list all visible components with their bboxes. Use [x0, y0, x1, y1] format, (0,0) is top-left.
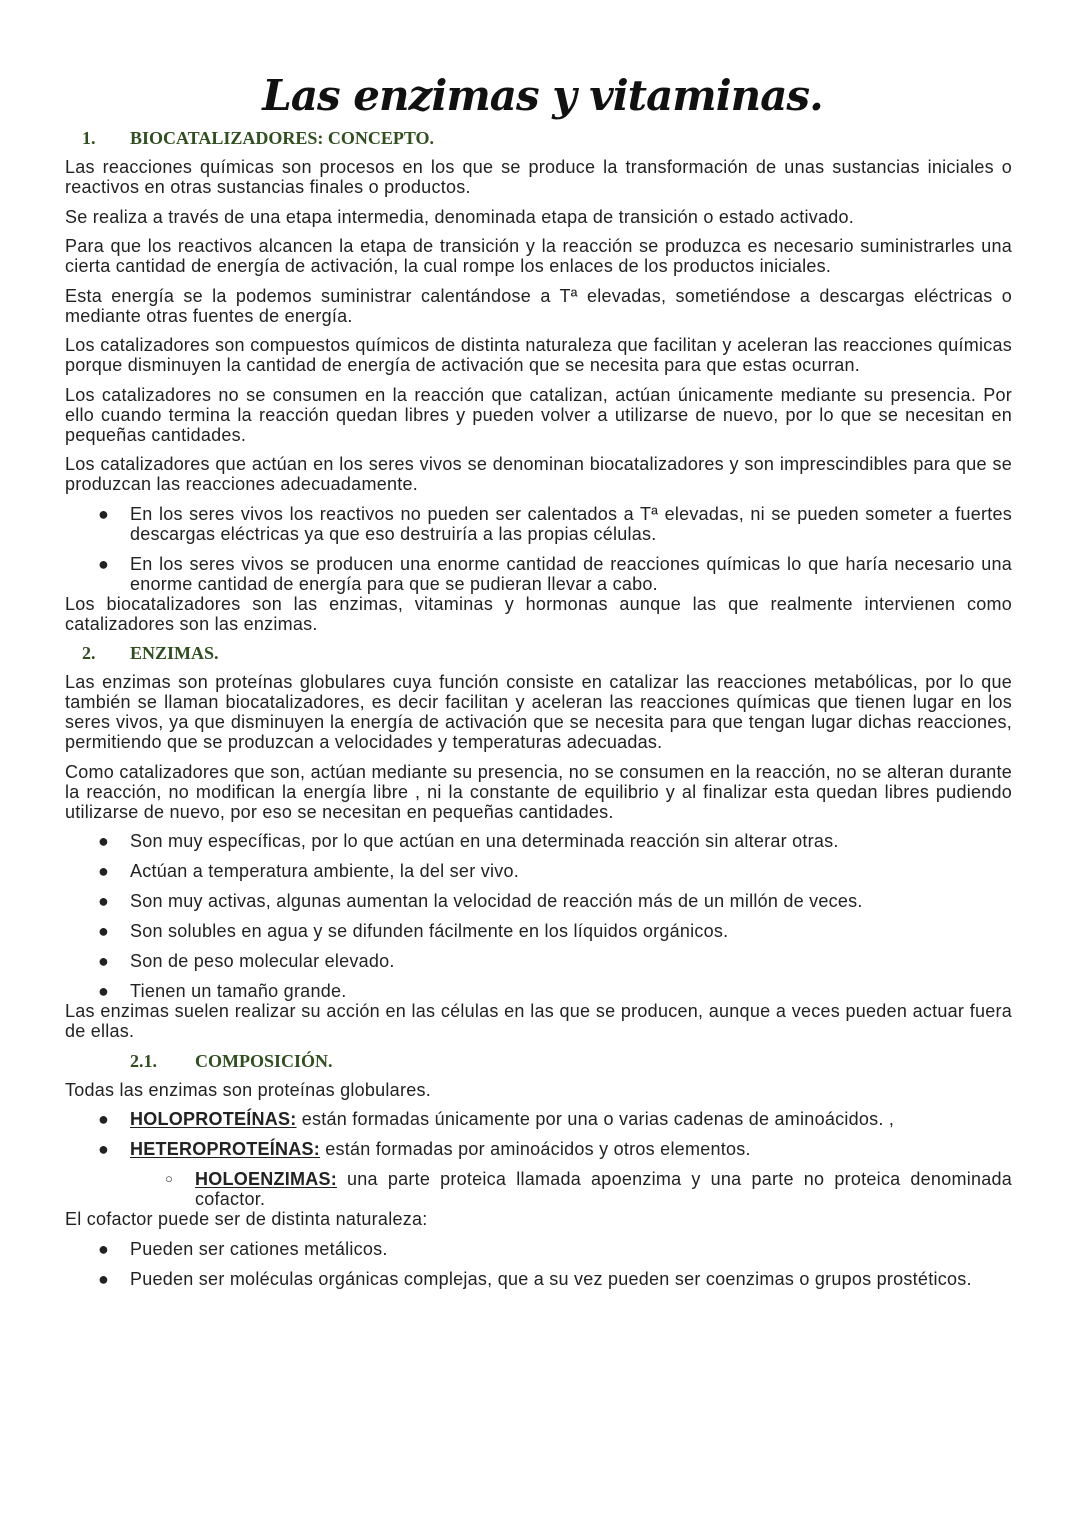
paragraph: Para que los reactivos alcancen la etapa de transición y la reacción se produzca es necesario suministrarles una cierta cantidad de energía de activación, la cual rompe los enlaces de los productos iniciales.	[65, 236, 1012, 276]
paragraph: Las enzimas suelen realizar su acción en las células en las que se producen, aunque a veces pueden actuar fuera de ellas.	[65, 1001, 1012, 1041]
paragraph: Los catalizadores son compuestos químicos de distinta naturaleza que facilitan y aceleran las reacciones químicas porque disminuyen la cantidad de energía de activación que se necesita para que estas ocurran.	[65, 335, 1012, 375]
paragraph: Como catalizadores que son, actúan mediante su presencia, no se consumen en la reacción, no se alteran durante la reacción, no modifican la energía libre , ni la constante de equilibrio y al finalizar esta quedan libres pudiendo utilizarse de nuevo, por eso se necesitan en pequeñas cantidades.	[65, 761, 1012, 822]
list-item: ● En los seres vivos los reactivos no pueden ser calentados a Tª elevadas, ni se pueden someter a fuertes descargas eléctricas ya que eso destruiría a las propias células.	[98, 503, 1012, 544]
paragraph: Los catalizadores que actúan en los seres vivos se denominan biocatalizadores y son imprescindibles para que se produzcan las reacciones adecuadamente.	[65, 454, 1012, 494]
list-item: ● Son de peso molecular elevado.	[98, 951, 395, 971]
bullet-list	[65, 1109, 1012, 1209]
bullet-icon: ●	[98, 1268, 110, 1289]
list-item: ● Tienen un tamaño grande.	[98, 981, 347, 1001]
bullet-list	[65, 504, 1012, 594]
paragraph: Esta energía se la podemos suministrar calentándose a Tª elevadas, sometiéndose a descargas eléctricas o mediante otras fuentes de energía.	[65, 285, 1012, 326]
paragraph: El cofactor puede ser de distinta naturaleza:	[65, 1209, 428, 1229]
list-item: ● Actúan a temperatura ambiente, la del ser vivo.	[98, 861, 519, 881]
bullet-icon: ●	[98, 503, 110, 524]
paragraph: Todas las enzimas son proteínas globulares.	[65, 1079, 431, 1100]
bullet-icon: ●	[98, 861, 110, 881]
document-title: Las enzimas y vitaminas.	[262, 71, 823, 120]
section-heading-2: 2. ENZIMAS.	[82, 643, 219, 663]
bullet-icon: ●	[98, 831, 110, 851]
document	[65, 68, 1012, 1299]
list-item: ● HOLOPROTEÍNAS: están formadas únicamente por una o varias cadenas de aminoácidos. ,	[98, 1109, 895, 1129]
list-item: ● Pueden ser moléculas orgánicas complejas, que a su vez pueden ser coenzimas o grupos prostéticos.	[98, 1268, 972, 1289]
section-heading-1: 1. BIOCATALIZADORES: CONCEPTO.	[82, 128, 435, 148]
paragraph: Los biocatalizadores son las enzimas, vitaminas y hormonas aunque las que realmente intervienen como catalizadores son las enzimas.	[65, 593, 1012, 634]
list-item: ● HETEROPROTEÍNAS: están formadas por aminoácidos y otros elementos.	[98, 1139, 751, 1159]
subsection-heading-2-1: 2.1. COMPOSICIÓN.	[130, 1050, 333, 1071]
bullet-list	[65, 831, 1012, 1001]
list-item: ○ HOLOENZIMAS: una parte proteica llamada apoenzima y una parte no proteica denominada cofactor.	[165, 1169, 1012, 1209]
list-item: ● Son muy específicas, por lo que actúan en una determinada reacción sin alterar otras.	[98, 831, 839, 851]
paragraph: Los catalizadores no se consumen en la reacción que catalizan, actúan únicamente mediante su presencia. Por ello cuando termina la reacción quedan libres y pueden volver a utilizarse de nuevo, por lo que se necesitan en pequeñas cantidades.	[65, 384, 1012, 445]
bullet-icon: ●	[98, 1109, 110, 1129]
paragraph: Se realiza a través de una etapa intermedia, denominada etapa de transición o estado activado.	[65, 206, 855, 227]
circle-bullet-icon: ○	[165, 1171, 174, 1186]
bullet-list	[65, 1239, 1012, 1289]
bullet-icon: ●	[98, 921, 110, 941]
list-item: ● Son muy activas, algunas aumentan la velocidad de reacción más de un millón de veces.	[98, 891, 863, 911]
bullet-icon: ●	[98, 891, 110, 911]
list-item: ● En los seres vivos se producen una enorme cantidad de reacciones químicas lo que haría necesario una enorme cantidad de energía para que se pudieran llevar a cabo.	[98, 553, 1012, 594]
bullet-icon: ●	[98, 553, 110, 574]
list-item: ● Pueden ser cationes metálicos.	[98, 1238, 388, 1259]
bullet-icon: ●	[98, 1139, 110, 1159]
bullet-icon: ●	[98, 1238, 110, 1259]
bullet-icon: ●	[98, 981, 110, 1001]
paragraph: Las enzimas son proteínas globulares cuya función consiste en catalizar las reacciones metabólicas, por lo que también se llaman biocatalizadores, es decir facilitan y aceleran las reacciones químicas que tienen lugar en los seres vivos, ya que disminuyen la energía de activación que se necesita para que tengan lugar dichas reacciones, permitiendo que se produzcan a velocidades y temperaturas adecuadas.	[65, 672, 1012, 752]
paragraph: Las reacciones químicas son procesos en los que se produce la transformación de unas sustancias iniciales o reactivos en otras sustancias finales o productos.	[65, 157, 1012, 197]
bullet-icon: ●	[98, 951, 110, 971]
list-item: ● Son solubles en agua y se difunden fácilmente en los líquidos orgánicos.	[98, 921, 729, 941]
